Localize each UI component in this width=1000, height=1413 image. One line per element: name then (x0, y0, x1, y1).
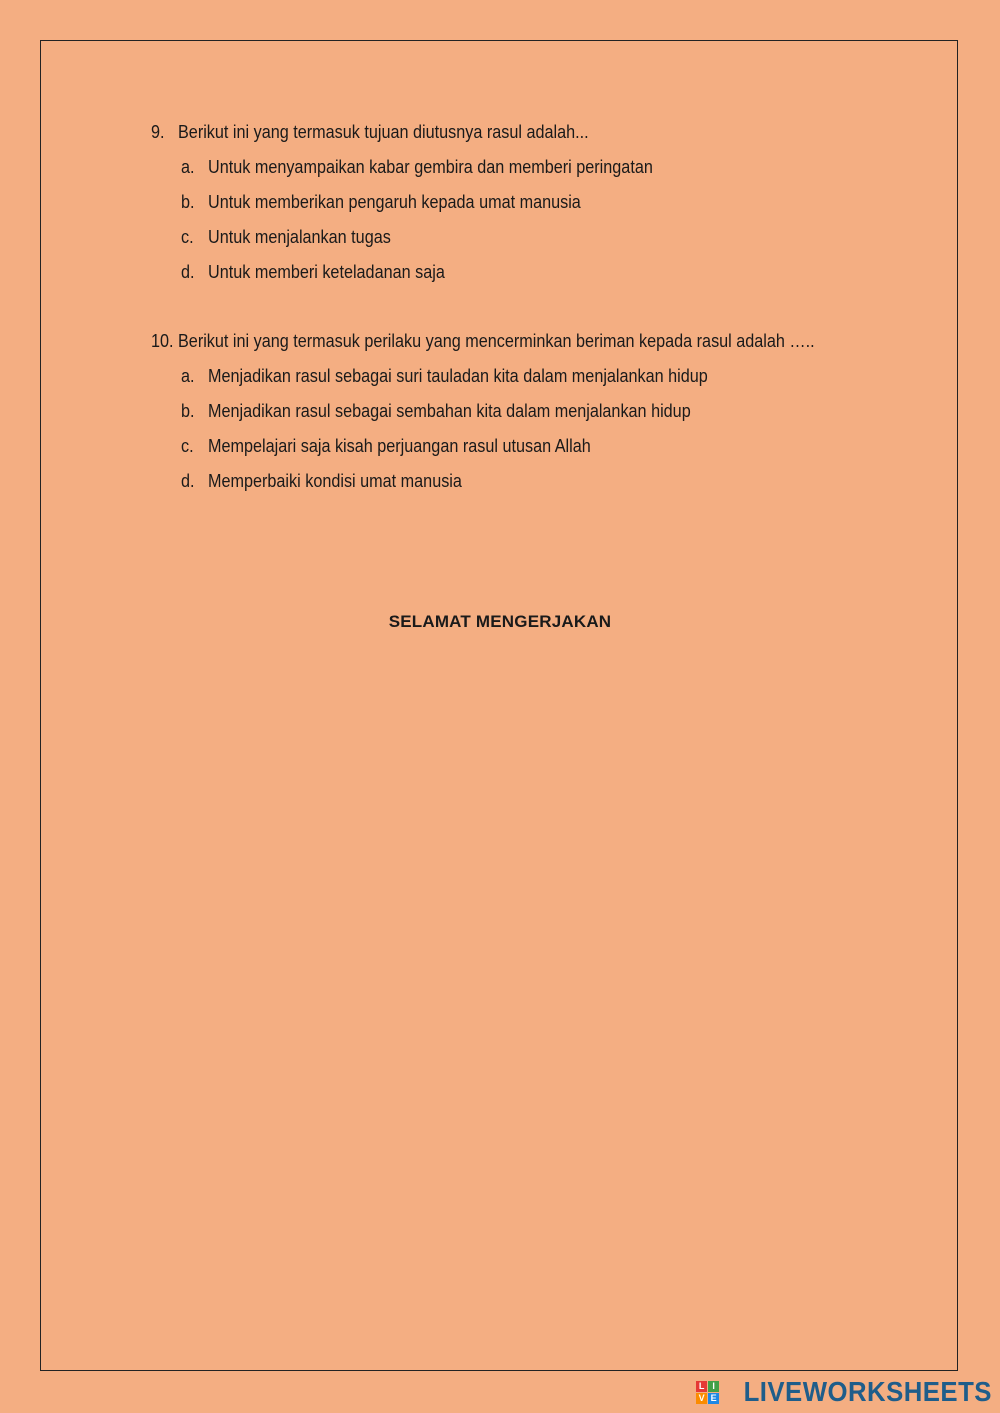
option-letter: d. (181, 471, 195, 491)
option-letter: c. (181, 436, 194, 456)
question-prompt (151, 121, 799, 143)
option-letter: b. (181, 401, 195, 421)
option-text: Memperbaiki kondisi umat manusia (208, 471, 462, 491)
option-text: Mempelajari saja kisah perjuangan rasul utusan Allah (208, 436, 591, 456)
option-text: Untuk menjalankan tugas (208, 227, 391, 247)
question-text: Berikut ini yang termasuk tujuan diutusnya rasul adalah... (178, 122, 589, 142)
option-letter: d. (181, 262, 195, 282)
answer-option-d[interactable] (181, 261, 802, 283)
option-letter: a. (181, 157, 195, 177)
brand-name: LIVEWORKSHEETS (743, 1376, 992, 1407)
closing-message: SELAMAT MENGERJAKAN (388, 612, 612, 631)
answer-option-a[interactable] (181, 365, 802, 387)
option-text: Menjadikan rasul sebagai sembahan kita dalam menjalankan hidup (208, 401, 691, 421)
question-number: 10. (151, 331, 174, 351)
question-10 (151, 330, 871, 492)
answer-option-c[interactable] (181, 435, 802, 457)
option-text: Untuk menyampaikan kabar gembira dan memberi peringatan (208, 157, 653, 177)
question-number: 9. (151, 122, 165, 142)
answer-option-b[interactable] (181, 191, 802, 213)
question-prompt (151, 330, 815, 352)
question-text: Berikut ini yang termasuk perilaku yang mencerminkan beriman kepada rasul adalah ….. (178, 331, 815, 351)
option-text: Untuk memberi keteladanan saja (208, 262, 445, 282)
answer-option-b[interactable] (181, 400, 802, 422)
option-letter: c. (181, 227, 194, 247)
option-text: Menjadikan rasul sebagai suri tauladan kita dalam menjalankan hidup (208, 366, 708, 386)
option-text: Untuk memberikan pengaruh kepada umat manusia (208, 192, 581, 212)
answer-option-c[interactable] (181, 226, 802, 248)
option-letter: a. (181, 366, 195, 386)
liveworksheets-logo-icon: L I V E (696, 1381, 719, 1404)
answer-option-a[interactable] (181, 156, 802, 178)
answer-option-d[interactable] (181, 470, 802, 492)
liveworksheets-brand[interactable] (696, 1375, 992, 1409)
option-letter: b. (181, 192, 195, 212)
question-9 (151, 121, 871, 283)
